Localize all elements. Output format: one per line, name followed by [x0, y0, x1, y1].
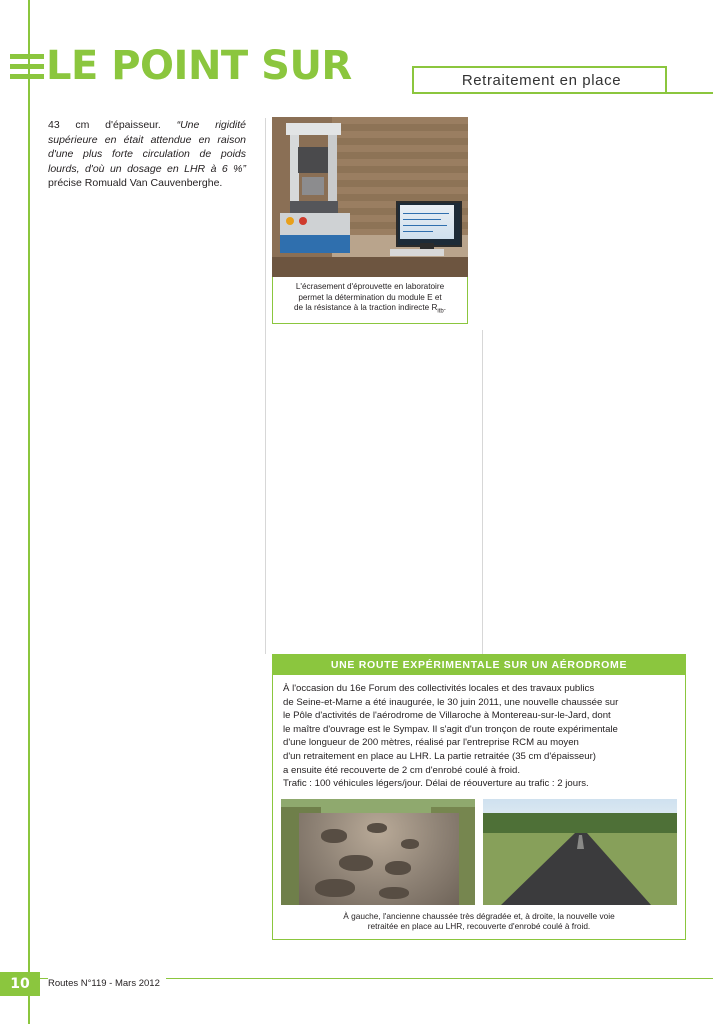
paragraph-quote: “Une rigidité supérieure en était attendue en raison d'une plus forte circulation de poids lourds, d'où un dosage en LHR à 6 %” — [48, 119, 246, 175]
photo-new-retreated-road — [483, 799, 677, 905]
paragraph-tail: précise Romuald Van Cauvenberghe. — [48, 177, 223, 189]
paragraph-lead: 43 cm d'épaisseur. — [48, 119, 177, 131]
green-box-line: d'un retraitement en place au LHR. La partie retraitée (35 cm d'épaisseur) — [283, 750, 596, 762]
green-box-title: UNE ROUTE EXPÉRIMENTALE SUR UN AÉRODROME — [273, 655, 685, 675]
header-rule-right — [665, 92, 713, 94]
hamburger-icon — [10, 54, 44, 80]
sidebar-green-box — [272, 654, 686, 940]
green-box-line: a ensuite été recouverte de 2 cm d'enrobé coulé à froid. — [283, 764, 521, 776]
column-divider — [265, 118, 266, 654]
green-box-body — [273, 675, 685, 799]
photo-old-damaged-road — [281, 799, 475, 905]
footer-source: Routes N°119 - Mars 2012 — [48, 977, 166, 991]
page-header — [0, 22, 723, 89]
section-title-box — [412, 66, 667, 94]
caption-subscript: itb — [437, 308, 444, 315]
page-number-badge: 10 — [0, 972, 40, 996]
caption-line-3a: de la résistance à la traction indirecte R — [294, 303, 438, 312]
green-box-line: d'une longueur de 200 mètres, réalisé par l'entreprise RCM au moyen — [283, 737, 579, 749]
green-box-line: À l'occasion du 16e Forum des collectivités locales et des travaux publics — [283, 683, 595, 694]
road-shape — [483, 833, 677, 905]
green-box-line: de Seine-et-Marne a été inaugurée, le 30 juin 2011, une nouvelle chaussée sur — [283, 696, 619, 708]
page-title: LE POINT SUR — [46, 43, 352, 89]
green-caption-line-1: À gauche, l'ancienne chaussée très dégradée et, à droite, la nouvelle voie — [343, 910, 615, 921]
green-box-photos-caption — [273, 905, 685, 939]
photo-lab-press — [272, 117, 468, 277]
green-box-line: Trafic : 100 véhicules légers/jour. Délai de réouverture au trafic : 2 jours. — [283, 778, 589, 790]
figure-lab-press-caption — [272, 277, 468, 324]
article-paragraph — [48, 118, 246, 191]
green-box-line: le Pôle d'activités de l'aérodrome de Villaroche à Montereau-sur-le-Jard, dont — [283, 710, 611, 722]
column-divider-secondary — [482, 330, 483, 654]
caption-line-1: L'écrasement d'éprouvette en laboratoire — [295, 282, 445, 291]
section-title: Retraitement en place — [461, 72, 622, 89]
caption-line-2: permet la détermination du module E et — [298, 292, 442, 302]
left-margin-rule — [28, 0, 30, 1024]
caption-line-3b: . — [443, 303, 446, 312]
green-box-photos — [281, 799, 677, 905]
green-caption-line-2: retraitée en place au LHR, recouverte d'enrobé coulé à froid. — [367, 921, 591, 932]
figure-lab-press — [272, 117, 468, 324]
green-box-line: le maître d'ouvrage est le Sympav. Il s'agit d'un tronçon de route expérimentale — [283, 723, 618, 735]
